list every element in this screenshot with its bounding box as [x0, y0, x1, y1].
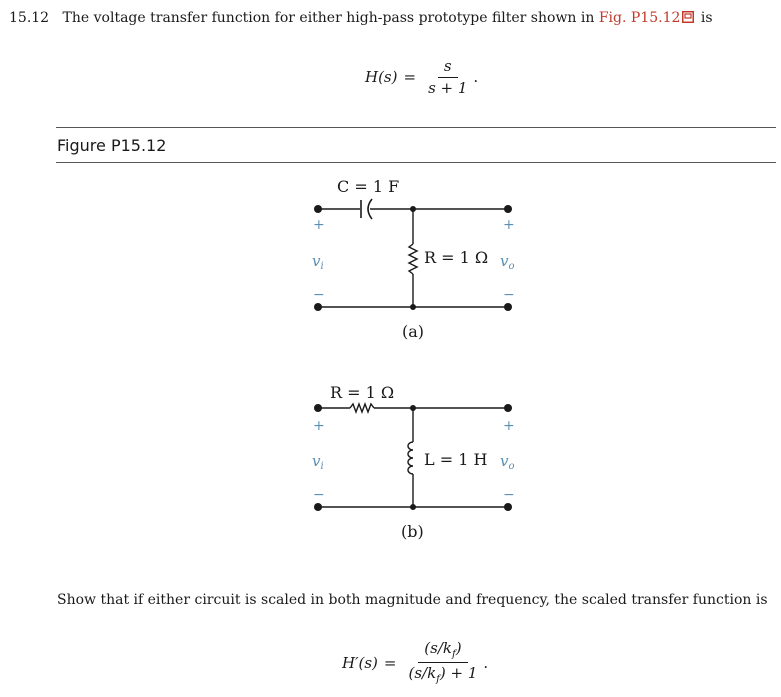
fraction-denominator: $(s/k_f) + 1$ — [408, 664, 478, 685]
problem-text: The voltage transfer function for either high-pass prototype filter shown in — [62, 10, 595, 26]
fraction-numerator: $(s/k_f)$ — [418, 640, 467, 663]
problem-text-end: is — [700, 10, 713, 26]
vo-label: $v_o$ — [500, 452, 515, 472]
vi-plus-sign: + — [313, 418, 325, 434]
vi-label: $v_i$ — [312, 452, 324, 472]
vi-minus-sign: − — [313, 487, 325, 503]
instruction-text: Show that if either circuit is scaled in both magnitude and frequency, the scaled transfer function is — [57, 592, 768, 608]
equation-period: . — [473, 68, 479, 86]
junction-node — [410, 206, 416, 212]
resistor-symbol — [409, 244, 417, 274]
vi-label: $v_i$ — [312, 252, 324, 272]
terminal-node — [504, 303, 512, 311]
capacitor-label: C = 1 F — [337, 177, 400, 196]
vo-plus-sign: + — [503, 217, 515, 233]
vo-label: $v_o$ — [500, 252, 515, 272]
inductor-label: L = 1 H — [424, 450, 488, 469]
inductor-symbol — [408, 442, 413, 474]
equals-sign: = — [383, 653, 397, 672]
vi-plus-sign: + — [313, 217, 325, 233]
equation-lhs: H(s) — [365, 68, 398, 86]
terminal-node — [504, 503, 512, 511]
figure-link[interactable]: Fig. P15.12 — [598, 10, 681, 26]
circuit-b-sublabel: (b) — [401, 522, 424, 541]
terminal-node — [314, 404, 322, 412]
junction-node — [410, 504, 416, 510]
vo-minus-sign: − — [503, 487, 515, 503]
terminal-node — [314, 303, 322, 311]
figure-caption: Figure P15.12 — [57, 136, 167, 155]
circuit-a-sublabel: (a) — [402, 322, 425, 341]
terminal-node — [314, 503, 322, 511]
fraction — [402, 640, 483, 685]
equals-sign: = — [403, 68, 417, 86]
junction-node — [410, 405, 416, 411]
resistor-label: R = 1 Ω — [330, 383, 395, 402]
scaled-transfer-function-equation — [342, 640, 488, 685]
junction-node — [410, 304, 416, 310]
vi-minus-sign: − — [313, 287, 325, 303]
fraction-numerator: s — [438, 58, 458, 78]
terminal-node — [314, 205, 322, 213]
terminal-node — [504, 404, 512, 412]
equation-lhs: H′(s) — [342, 653, 378, 672]
vo-plus-sign: + — [503, 418, 515, 434]
equation-period: . — [483, 653, 489, 672]
resistor-label: R = 1 Ω — [424, 248, 489, 267]
problem-number: 15.12 — [9, 10, 50, 26]
fraction-denominator: s + 1 — [428, 78, 468, 97]
resistor-symbol — [350, 404, 374, 412]
vo-minus-sign: − — [503, 287, 515, 303]
terminal-node — [504, 205, 512, 213]
